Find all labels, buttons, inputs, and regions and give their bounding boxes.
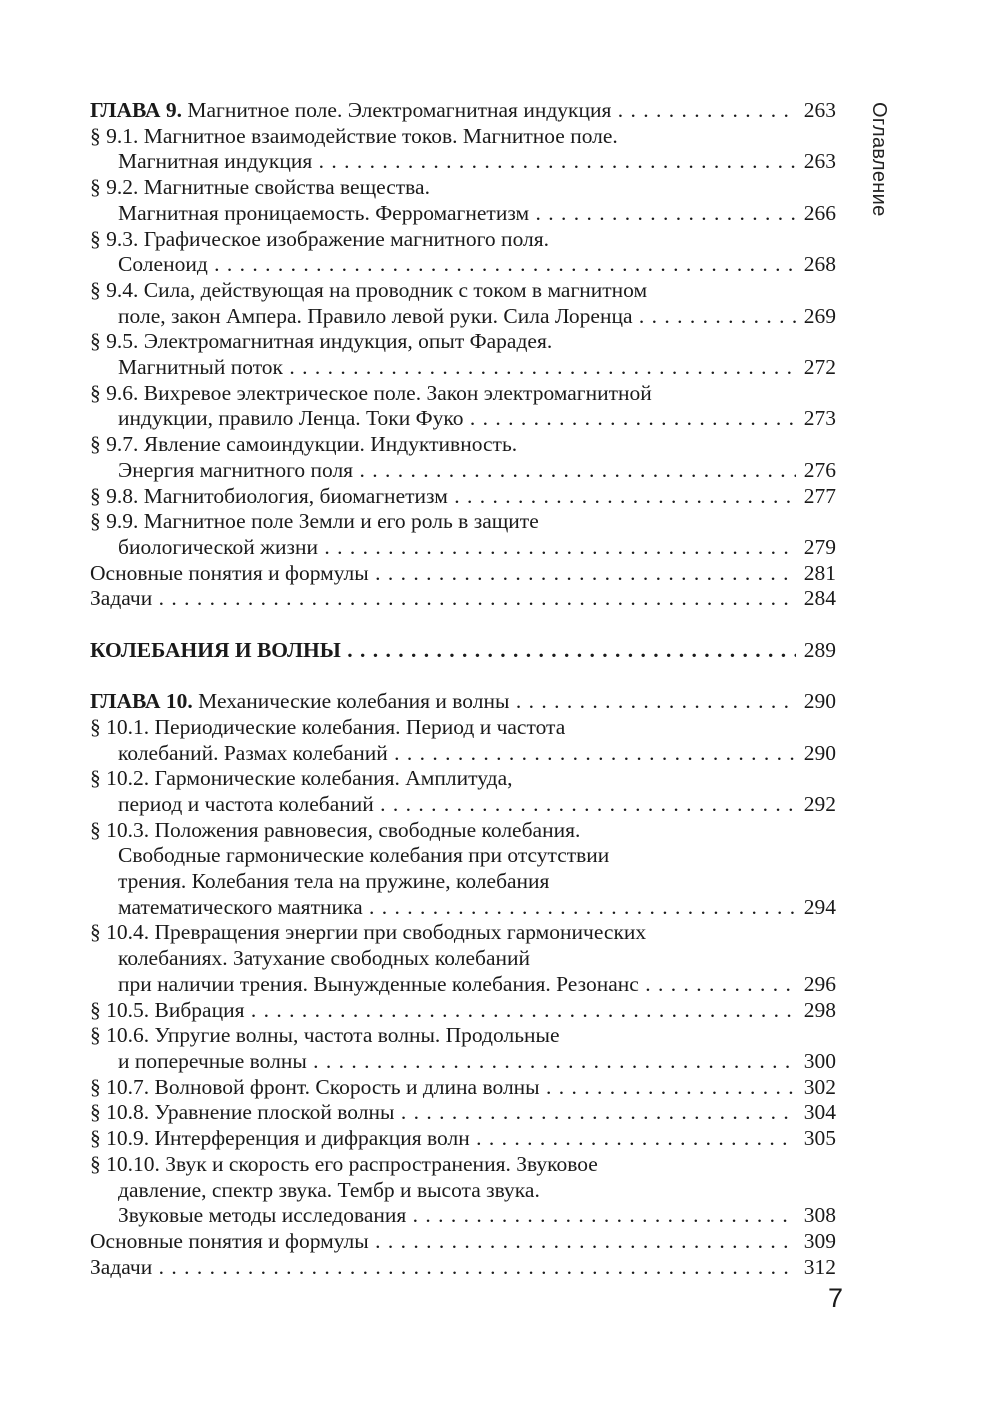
section-title-line: § 9.4. Сила, действующая на проводник с током в магнитном: [90, 277, 648, 302]
section-title-line: § 9.7. Явление самоиндукции. Индуктивность.: [90, 432, 518, 457]
section-title-line: § 10.7. Волновой фронт. Скорость и длина волны . . .: [90, 1075, 836, 1099]
toc-chapter-10-basics[interactable]: [90, 1229, 836, 1255]
toc-section-10-2[interactable]: [90, 766, 836, 817]
section-title-line: при наличии трения. Вынужденные колебания. Резонанс . . .: [118, 972, 836, 996]
page-ref: 304: [796, 1100, 836, 1126]
toc-chapter-9-heading[interactable]: [90, 98, 836, 124]
spacer: [90, 663, 836, 689]
section-title-line: § 9.1. Магнитное взаимодействие токов. Магнитное поле.: [90, 123, 618, 148]
toc-section-10-7[interactable]: [90, 1075, 836, 1101]
page-ref: 276: [796, 458, 836, 484]
section-title-line: § 9.6. Вихревое электрическое поле. Закон электромагнитной: [90, 380, 652, 405]
toc-section-9-6[interactable]: [90, 381, 836, 432]
page-ref: 277: [796, 484, 836, 510]
toc-section-9-3[interactable]: [90, 227, 836, 278]
toc-section-10-5[interactable]: [90, 998, 836, 1024]
section-title-line: § 10.10. Звук и скорость его распространения. Звуковое: [90, 1151, 598, 1176]
toc-chapter-10-heading[interactable]: [90, 689, 836, 715]
section-title-line: Магнитная индукция . . .: [118, 149, 836, 173]
toc-section-9-9[interactable]: [90, 509, 836, 560]
page-ref: 298: [796, 998, 836, 1024]
section-title-line: математического маятника . . .: [118, 895, 836, 919]
toc-section-10-4[interactable]: [90, 920, 836, 997]
toc-section-10-6[interactable]: [90, 1023, 836, 1074]
toc-section-10-8[interactable]: [90, 1100, 836, 1126]
section-title-line: § 9.9. Магнитное поле Земли и его роль в защите: [90, 509, 539, 534]
page-ref: 263: [796, 98, 836, 124]
page-ref: 273: [796, 406, 836, 432]
toc-section-10-10[interactable]: [90, 1152, 836, 1229]
section-title-line: § 10.9. Интерференция и дифракция волн . . .: [90, 1126, 836, 1150]
section-title-line: § 9.5. Электромагнитная индукция, опыт Фарадея.: [90, 329, 553, 354]
page-ref: 266: [796, 201, 836, 227]
toc-chapter-9-tasks[interactable]: [90, 586, 836, 612]
page-ref: 312: [796, 1255, 836, 1281]
section-title-line: Магнитная проницаемость. Ферромагнетизм . . .: [118, 201, 836, 225]
chapter-number: ГЛАВА 10.: [90, 689, 193, 714]
page-ref: 305: [796, 1126, 836, 1152]
section-title-line: колебаниях. Затухание свободных колебаний: [118, 946, 531, 971]
section-title-line: § 10.8. Уравнение плоской волны . . .: [90, 1100, 836, 1124]
section-title-line: Свободные гармонические колебания при отсутствии: [118, 843, 610, 868]
section-title-line: индукции, правило Ленца. Токи Фуко . . .: [118, 406, 836, 430]
section-title-line: Магнитный поток . . .: [118, 355, 836, 379]
toc-section-10-9[interactable]: [90, 1126, 836, 1152]
page-ref: 309: [796, 1229, 836, 1255]
table-of-contents: [90, 98, 836, 1280]
page-ref: 289: [796, 638, 836, 664]
section-title-line: § 10.1. Периодические колебания. Период и частота: [90, 714, 566, 739]
section-title-line: Задачи . . .: [90, 586, 836, 610]
section-title-line: Звуковые методы исследования . . .: [118, 1203, 836, 1227]
section-title-line: Задачи . . .: [90, 1255, 836, 1279]
toc-part-heading[interactable]: [90, 638, 836, 664]
part-title: КОЛЕБАНИЯ И ВОЛНЫ . . .: [90, 638, 836, 662]
page-ref: 292: [796, 792, 836, 818]
chapter-number: ГЛАВА 9.: [90, 98, 182, 122]
toc-section-10-3[interactable]: [90, 818, 836, 921]
chapter-title: Магнитное поле. Электромагнитная индукция: [182, 98, 612, 122]
toc-chapter-10-tasks[interactable]: [90, 1255, 836, 1281]
page-ref: 290: [796, 689, 836, 715]
running-head-label: Оглавление: [868, 102, 890, 217]
toc-section-9-5[interactable]: [90, 329, 836, 380]
toc-section-9-2[interactable]: [90, 175, 836, 226]
page-ref: 272: [796, 355, 836, 381]
section-title-line: § 10.3. Положения равновесия, свободные колебания.: [90, 817, 581, 842]
page-ref: 302: [796, 1075, 836, 1101]
page-ref: 284: [796, 586, 836, 612]
page-ref: 268: [796, 252, 836, 278]
section-title-line: и поперечные волны . . .: [118, 1049, 836, 1073]
section-title-line: § 9.3. Графическое изображение магнитного поля.: [90, 226, 550, 251]
section-title-line: § 10.6. Упругие волны, частота волны. Продольные: [90, 1023, 560, 1048]
section-title-line: период и частота колебаний . . .: [118, 792, 836, 816]
section-title-line: давление, спектр звука. Тембр и высота звука.: [118, 1177, 540, 1202]
toc-section-9-8[interactable]: [90, 484, 836, 510]
chapter-title: Механические колебания и волны: [192, 689, 510, 714]
toc-section-10-1[interactable]: [90, 715, 836, 766]
page-ref: 294: [796, 895, 836, 921]
toc-section-9-7[interactable]: [90, 432, 836, 483]
page-ref: 263: [796, 149, 836, 175]
page-ref: 290: [796, 741, 836, 767]
section-title-line: § 10.2. Гармонические колебания. Амплитуда,: [90, 766, 513, 791]
page-ref: 296: [796, 972, 836, 998]
section-title-line: Энергия магнитного поля . . .: [118, 458, 836, 482]
page-ref: 279: [796, 535, 836, 561]
spacer: [90, 612, 836, 638]
section-title-line: Основные понятия и формулы . . .: [90, 561, 836, 585]
section-title-line: § 9.8. Магнитобиология, биомагнетизм . . .: [90, 484, 836, 508]
page-ref: 308: [796, 1203, 836, 1229]
section-title-line: трения. Колебания тела на пружине, колебания: [118, 869, 550, 894]
page-ref: 300: [796, 1049, 836, 1075]
page-ref: 269: [796, 304, 836, 330]
toc-section-9-4[interactable]: [90, 278, 836, 329]
section-title-line: § 10.5. Вибрация . . .: [90, 998, 836, 1022]
toc-section-9-1[interactable]: [90, 124, 836, 175]
page-number: 7: [828, 1283, 844, 1313]
section-title-line: Основные понятия и формулы . . .: [90, 1229, 836, 1253]
page-ref: 281: [796, 561, 836, 587]
section-title-line: поле, закон Ампера. Правило левой руки. Сила Лоренца . . .: [118, 304, 836, 328]
toc-chapter-9-basics[interactable]: [90, 561, 836, 587]
section-title-line: биологической жизни . . .: [118, 535, 836, 559]
section-title-line: Соленоид . . .: [118, 252, 836, 276]
section-title-line: § 9.2. Магнитные свойства вещества.: [90, 175, 430, 200]
section-title-line: колебаний. Размах колебаний . . .: [118, 741, 836, 765]
section-title-line: § 10.4. Превращения энергии при свободных гармонических: [90, 920, 647, 945]
